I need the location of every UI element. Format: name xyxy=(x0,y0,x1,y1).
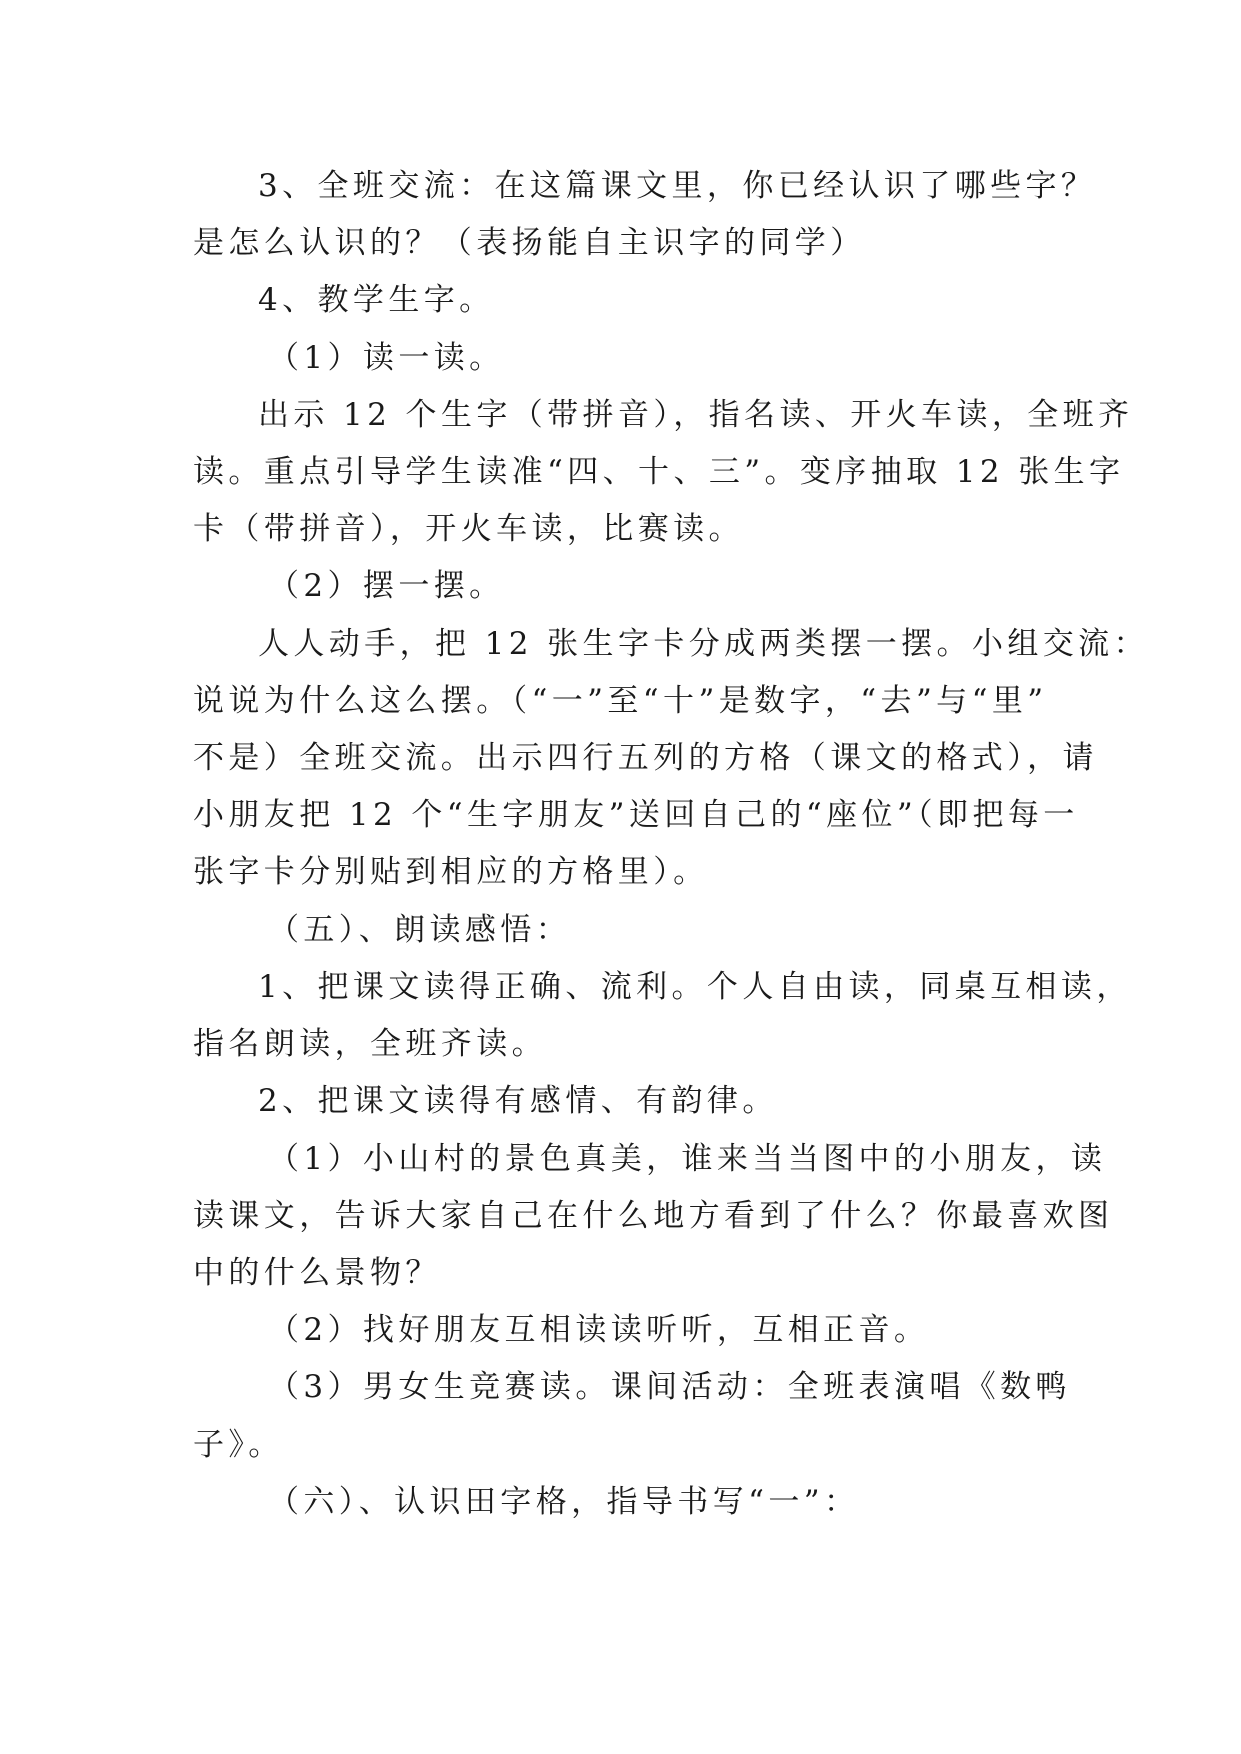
text-line: 出示 12 个生字（带拼音），指名读、开火车读，全班齐 xyxy=(258,397,1134,433)
text-line: 说说为什么这么摆。（“一”至“十”是数字，“去”与“里” xyxy=(193,683,1048,719)
text-line: 不是）全班交流。出示四行五列的方格（课文的格式），请 xyxy=(193,740,1098,776)
text-line: 读。重点引导学生读准“四、十、三”。变序抽取 12 张生字 xyxy=(193,454,1125,490)
text-line: 2、把课文读得有感情、有韵律。 xyxy=(258,1083,778,1119)
text-line: （1）小山村的景色真美，谁来当当图中的小朋友，读 xyxy=(268,1141,1107,1177)
text-line: 3、全班交流：在这篇课文里，你已经认识了哪些字？ xyxy=(258,168,1097,204)
text-line: 指名朗读，全班齐读。 xyxy=(193,1026,547,1062)
text-line: 4、教学生字。 xyxy=(258,282,495,318)
text-line: （1）读一读。 xyxy=(268,340,505,376)
text-line: 卡（带拼音），开火车读，比赛读。 xyxy=(193,511,744,547)
text-line: 中的什么景物？ xyxy=(193,1255,441,1291)
text-line: （五）、朗读感悟： xyxy=(268,912,572,948)
text-line: 1、把课文读得正确、流利。个人自由读，同桌互相读， xyxy=(258,969,1132,1005)
text-line: （2）摆一摆。 xyxy=(268,568,505,604)
text-line: 张字卡分别贴到相应的方格里）。 xyxy=(193,854,709,890)
text-line: 是怎么认识的？（表扬能自主识字的同学） xyxy=(193,225,866,261)
text-line: （六）、认识田字格，指导书写“一”： xyxy=(268,1484,860,1520)
text-line: 小朋友把 12 个“生字朋友”送回自己的“座位”（即把每一 xyxy=(193,797,1079,833)
text-line: （2）找好朋友互相读读听听，互相正音。 xyxy=(268,1312,930,1348)
text-line: 人人动手，把 12 张生字卡分成两类摆一摆。小组交流： xyxy=(258,626,1149,662)
text-line: 子》。 xyxy=(193,1427,284,1463)
text-line: （3）男女生竞赛读。课间活动：全班表演唱《数鸭 xyxy=(268,1369,1071,1405)
text-line: 读课文，告诉大家自己在什么地方看到了什么？你最喜欢图 xyxy=(193,1198,1114,1234)
